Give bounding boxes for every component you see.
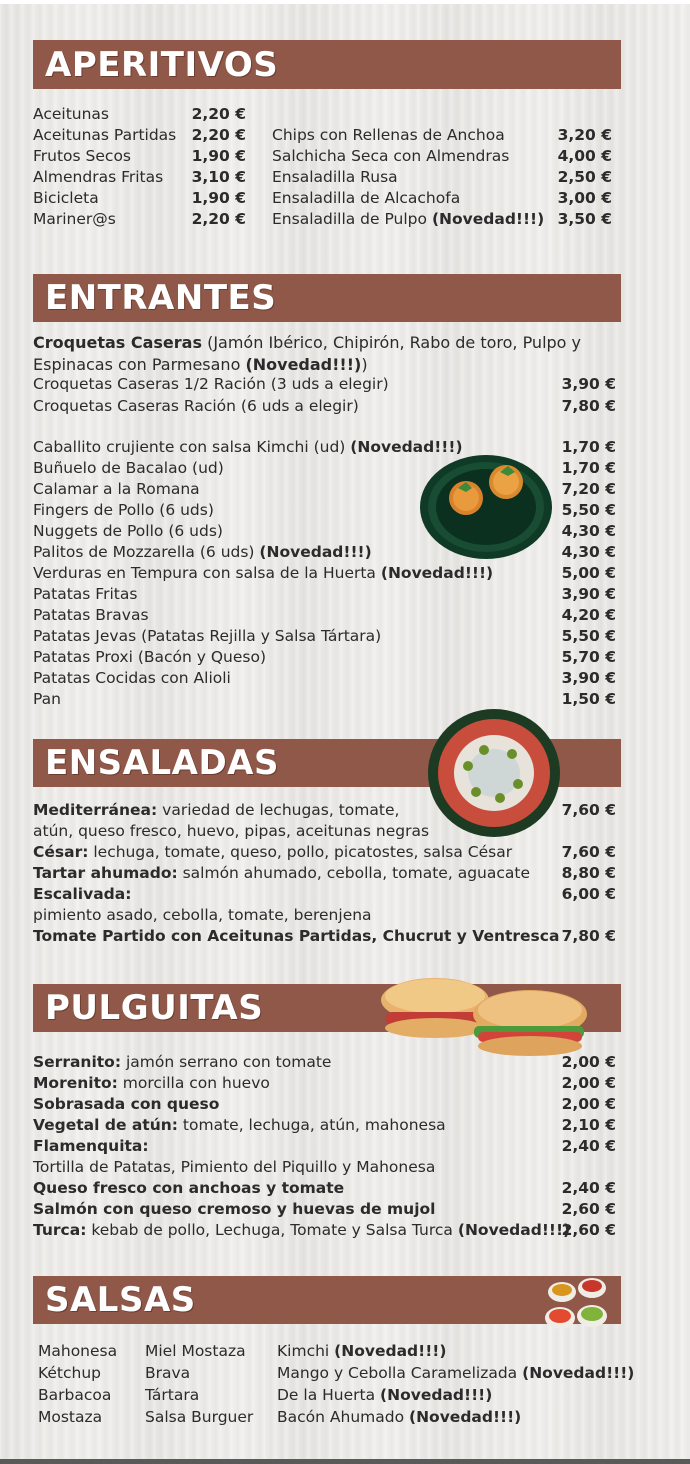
menu-item: [33, 1199, 436, 1220]
sauce-name: Barbacoa: [38, 1386, 112, 1404]
menu-item: [33, 821, 429, 842]
item-name: Patatas Bravas: [33, 606, 149, 624]
price: 3,00 €: [557, 189, 612, 207]
sauce-item: [38, 1407, 102, 1428]
salsas-bowls-image: [542, 1274, 612, 1340]
novedad-badge: (Novedad!!!): [245, 355, 362, 374]
price: 2,40 €: [561, 1179, 616, 1197]
price: 3,10 €: [191, 168, 246, 186]
sauce-name: Kimchi: [277, 1342, 335, 1360]
sauce-name: Mostaza: [38, 1408, 103, 1426]
price: 2,50 €: [557, 168, 612, 186]
menu-item: [33, 188, 99, 209]
sauce-name: Miel Mostaza: [145, 1342, 246, 1360]
item-name: Chips con Rellenas de Anchoa: [272, 126, 505, 144]
item-name: Croquetas Caseras Ración (6 uds a elegir): [33, 397, 359, 415]
bottom-border: [0, 1459, 690, 1464]
item-description: morcilla con huevo: [117, 1074, 270, 1092]
item-name: Aceitunas Partidas: [33, 126, 177, 144]
item-description: atún, queso fresco, huevo, pipas, aceitunas negras: [33, 822, 430, 840]
item-name: Bicicleta: [33, 189, 99, 207]
menu-item: [33, 146, 131, 167]
price: 2,60 €: [561, 1200, 616, 1218]
menu-item: [33, 926, 559, 947]
novedad-badge: (Novedad!!!): [334, 1342, 447, 1360]
menu-item: [33, 1220, 570, 1241]
menu-item: [33, 647, 266, 668]
croquetas-intro-line1: [33, 332, 581, 353]
item-name: César:: [33, 843, 89, 861]
section-title: PULGUITAS: [45, 988, 264, 1028]
price: 3,90 €: [561, 375, 616, 393]
novedad-badge: (Novedad!!!): [457, 1221, 571, 1239]
menu-item: [33, 542, 372, 563]
section-banner-aperitivos: [33, 40, 621, 89]
price: 4,30 €: [561, 522, 616, 540]
menu-item: [33, 500, 214, 521]
menu-item: [33, 689, 61, 710]
menu-item: [33, 437, 463, 458]
menu-item: [33, 374, 389, 395]
price: 7,60 €: [561, 801, 616, 819]
price: 4,00 €: [557, 147, 612, 165]
sauce-item: [277, 1363, 634, 1384]
menu-item: [33, 1094, 219, 1115]
item-name: Verduras en Tempura con salsa de la Huerta: [33, 564, 381, 582]
item-description: salmón ahumado, cebolla, tomate, aguacate: [177, 864, 530, 882]
price: 4,20 €: [561, 606, 616, 624]
item-name: Nuggets de Pollo (6 uds): [33, 522, 223, 540]
item-name: Patatas Proxi (Bacón y Queso): [33, 648, 267, 666]
menu-item: [33, 396, 359, 417]
sauce-name: Salsa Burguer: [145, 1408, 254, 1426]
item-name: Ensaladilla de Alcachofa: [272, 189, 461, 207]
novedad-badge: (Novedad!!!): [522, 1364, 635, 1382]
price: 1,50 €: [561, 690, 616, 708]
price: 1,90 €: [191, 189, 246, 207]
item-name: Flamenquita:: [33, 1137, 149, 1155]
menu-item: [33, 605, 149, 626]
price: 7,80 €: [561, 927, 616, 945]
menu-item: [33, 104, 109, 125]
item-name: Vegetal de atún:: [33, 1116, 178, 1134]
item-name: Salchicha Seca con Almendras: [272, 147, 510, 165]
item-name: Queso fresco con anchoas y tomate: [33, 1179, 345, 1197]
price: 1,70 €: [561, 459, 616, 477]
menu-item: [33, 1052, 331, 1073]
menu-item: [33, 842, 512, 863]
item-name: Almendras Fritas: [33, 168, 164, 186]
item-name: Patatas Fritas: [33, 585, 138, 603]
menu-item: [33, 863, 530, 884]
menu-item: [33, 479, 200, 500]
sauce-item: [38, 1385, 111, 1406]
croquetas-intro-line2: [33, 354, 368, 375]
sauce-name: Mahonesa: [38, 1342, 118, 1360]
novedad-badge: (Novedad!!!): [431, 210, 545, 228]
price: 3,20 €: [557, 126, 612, 144]
item-name: Pan: [33, 690, 61, 708]
item-description: Tortilla de Patatas, Pimiento del Piquillo y Mahonesa: [33, 1158, 436, 1176]
price: 2,10 €: [561, 1116, 616, 1134]
price: 1,90 €: [191, 147, 246, 165]
item-name: Croquetas Caseras 1/2 Ración (3 uds a elegir): [33, 375, 389, 393]
novedad-badge: (Novedad!!!): [380, 564, 494, 582]
item-name: Patatas Jevas (Patatas Rejilla y Salsa Tártara): [33, 627, 382, 645]
item-name: Mediterránea:: [33, 801, 158, 819]
menu-item: [33, 884, 131, 905]
item-name: Salmón con queso cremoso y huevas de mujol: [33, 1200, 436, 1218]
sauce-name: De la Huerta: [277, 1386, 381, 1404]
price: 7,80 €: [561, 397, 616, 415]
sauce-item: [277, 1407, 521, 1428]
croquetas-intro-bold: Croquetas Caseras: [33, 333, 202, 352]
item-name: Tartar ahumado:: [33, 864, 178, 882]
menu-item: [33, 584, 137, 605]
menu-item: [33, 1073, 270, 1094]
menu-item: [33, 626, 381, 647]
sauce-name: Kétchup: [38, 1364, 102, 1382]
item-name: Morenito:: [33, 1074, 118, 1092]
croquetas-plate-image: [418, 452, 554, 562]
item-name: Patatas Cocidas con Alioli: [33, 669, 231, 687]
sauce-name: Mango y Cebolla Caramelizada: [277, 1364, 523, 1382]
price: 5,50 €: [561, 501, 616, 519]
menu-item: [33, 1115, 446, 1136]
menu-item: [33, 125, 176, 146]
item-name: Turca:: [33, 1221, 87, 1239]
item-description: kebab de pollo, Lechuga, Tomate y Salsa Turca: [86, 1221, 458, 1239]
item-description: jamón serrano con tomate: [121, 1053, 332, 1071]
item-name: Sobrasada con queso: [33, 1095, 220, 1113]
price: 7,20 €: [561, 480, 616, 498]
price: 1,70 €: [561, 438, 616, 456]
price: 3,90 €: [561, 669, 616, 687]
menu-item: [33, 1178, 344, 1199]
item-name: Serranito:: [33, 1053, 122, 1071]
sauce-item: [145, 1363, 190, 1384]
menu-item: [33, 167, 163, 188]
section-title: ENTRANTES: [45, 278, 277, 318]
menu-item: [272, 188, 460, 209]
item-description: variedad de lechugas, tomate,: [157, 801, 400, 819]
pulguitas-sandwich-image: [380, 974, 590, 1066]
sauce-item: [145, 1407, 253, 1428]
sauce-name: Brava: [145, 1364, 191, 1382]
sauce-item: [145, 1385, 199, 1406]
item-name: Mariner@s: [33, 210, 116, 228]
section-title: APERITIVOS: [45, 44, 279, 85]
price: 7,60 €: [561, 843, 616, 861]
item-name: Escalivada:: [33, 885, 132, 903]
section-title: SALSAS: [45, 1280, 196, 1320]
section-banner-salsas: [33, 1276, 621, 1324]
price: 3,90 €: [561, 585, 616, 603]
croquetas-intro-end: ): [361, 355, 368, 374]
price: 8,80 €: [561, 864, 616, 882]
menu-item: [33, 668, 231, 689]
item-description: tomate, lechuga, atún, mahonesa: [178, 1116, 446, 1134]
croquetas-intro-rest: (Jamón Ibérico, Chipirón, Rabo de toro, Pulpo y: [201, 333, 582, 352]
price: 2,00 €: [561, 1053, 616, 1071]
croquetas-intro-line2-text: Espinacas con Parmesano: [33, 355, 246, 374]
price: 5,00 €: [561, 564, 616, 582]
menu-item: [33, 209, 116, 230]
menu-item: [33, 458, 224, 479]
menu-item: [272, 125, 505, 146]
item-name: Buñuelo de Bacalao (ud): [33, 459, 224, 477]
item-name: Aceitunas: [33, 105, 109, 123]
sauce-item: [145, 1341, 246, 1362]
item-description: lechuga, tomate, queso, pollo, picatostes, salsa César: [88, 843, 513, 861]
sauce-item: [38, 1341, 117, 1362]
sauce-item: [277, 1385, 492, 1406]
menu-item: [33, 563, 493, 584]
price: 2,60 €: [561, 1221, 616, 1239]
section-title: ENSALADAS: [45, 743, 279, 783]
menu-item: [272, 209, 544, 230]
sauce-name: Bacón Ahumado: [277, 1408, 409, 1426]
item-name: Ensaladilla de Pulpo: [272, 210, 432, 228]
menu-item: [33, 1136, 149, 1157]
item-name: Tomate Partido con Aceitunas Partidas, Chucrut y Ventresca: [33, 927, 560, 945]
sauce-item: [277, 1341, 446, 1362]
price: 5,70 €: [561, 648, 616, 666]
price: 5,50 €: [561, 627, 616, 645]
menu-item: [33, 800, 399, 821]
price: 2,20 €: [191, 210, 246, 228]
menu-item: [33, 905, 372, 926]
price: 2,20 €: [191, 105, 246, 123]
price: 4,30 €: [561, 543, 616, 561]
item-name: Ensaladilla Rusa: [272, 168, 398, 186]
price: 2,00 €: [561, 1074, 616, 1092]
menu-item: [33, 1157, 435, 1178]
item-name: Frutos Secos: [33, 147, 132, 165]
price: 3,50 €: [557, 210, 612, 228]
price: 2,20 €: [191, 126, 246, 144]
price: 2,40 €: [561, 1137, 616, 1155]
sauce-item: [38, 1363, 101, 1384]
item-name: Calamar a la Romana: [33, 480, 200, 498]
price: 6,00 €: [561, 885, 616, 903]
price: 2,00 €: [561, 1095, 616, 1113]
section-banner-entrantes: [33, 274, 621, 322]
novedad-badge: (Novedad!!!): [409, 1408, 522, 1426]
menu-item: [33, 521, 223, 542]
ensalada-plate-image: [426, 706, 562, 840]
item-name: Palitos de Mozzarella (6 uds): [33, 543, 260, 561]
novedad-badge: (Novedad!!!): [380, 1386, 493, 1404]
menu-item: [272, 167, 398, 188]
item-name: Fingers de Pollo (6 uds): [33, 501, 214, 519]
item-description: pimiento asado, cebolla, tomate, berenjena: [33, 906, 372, 924]
novedad-badge: (Novedad!!!): [350, 438, 463, 456]
sauce-name: Tártara: [145, 1386, 200, 1404]
novedad-badge: (Novedad!!!): [259, 543, 372, 561]
item-name: Caballito crujiente con salsa Kimchi (ud): [33, 438, 351, 456]
top-border: [0, 0, 690, 4]
menu-item: [272, 146, 509, 167]
